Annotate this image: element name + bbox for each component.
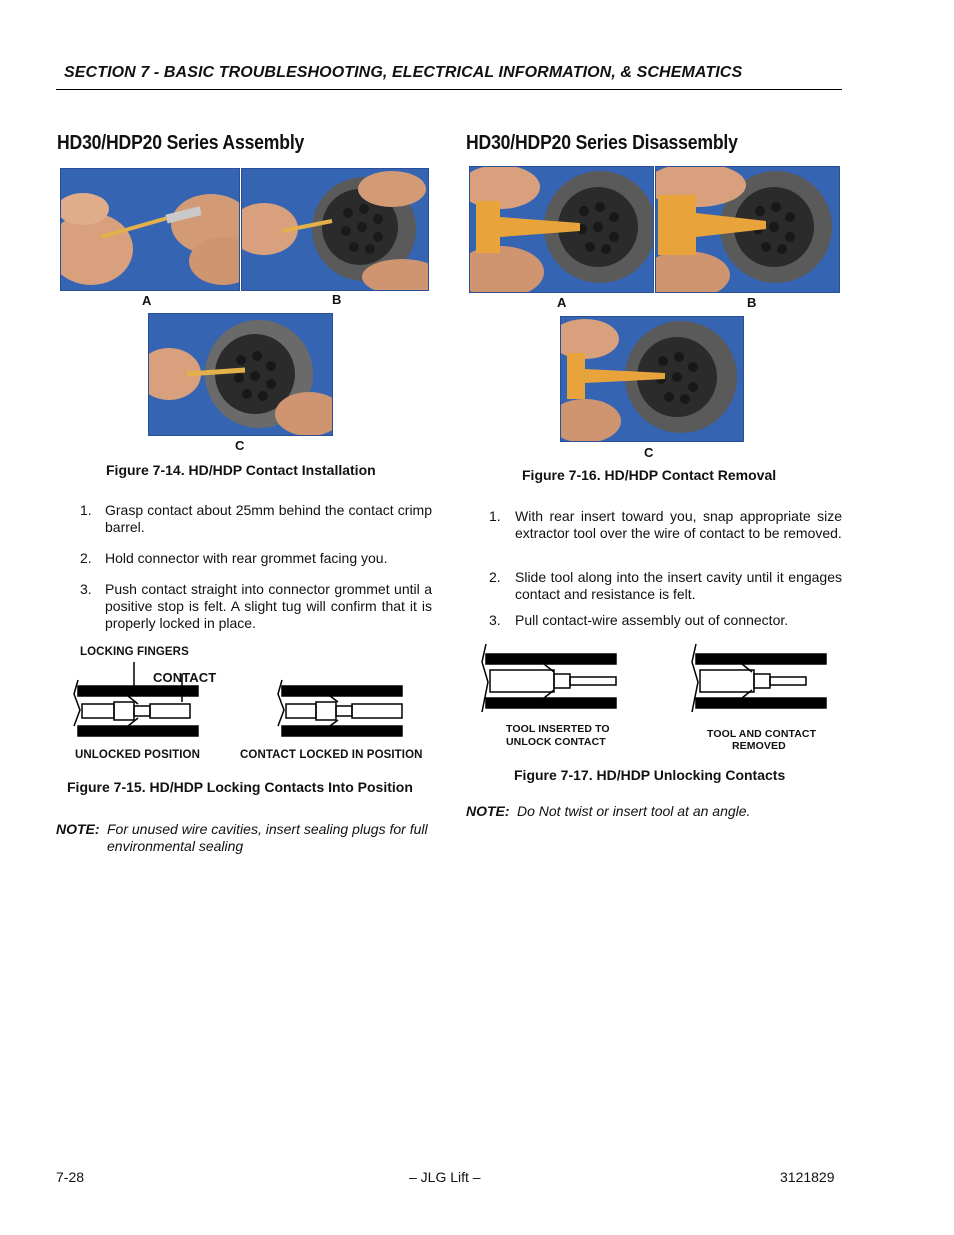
assembly-photo-b [241, 168, 429, 291]
disassembly-label-a: A [557, 295, 567, 310]
assembly-photo-c [148, 313, 333, 436]
section-title: SECTION 7 - BASIC TROUBLESHOOTING, ELECTRICAL INFORMATION, & SCHEMATICS [64, 64, 743, 81]
tool-removed-label-2: REMOVED [732, 740, 786, 752]
assembly-photo-a [60, 168, 240, 291]
disassembly-photo-b [655, 166, 840, 293]
note-text: For unused wire cavities, insert sealing plugs for full environmental sealing [107, 821, 428, 854]
step-text: With rear insert toward you, snap appropriate size extractor tool over the wire of contact to be removed. [515, 508, 842, 541]
disassembly-step-1 [489, 508, 842, 560]
disassembly-label-c: C [644, 445, 654, 460]
step-number: 2. [489, 569, 501, 585]
disassembly-step-3 [489, 612, 842, 630]
assembly-step-2 [80, 550, 432, 568]
unlocking-diagram [480, 642, 830, 722]
step-text: Push contact straight into connector grommet until a positive stop is felt. A slight tug will confirm that it is properly locked in place. [105, 581, 432, 631]
locking-fingers-label: LOCKING FINGERS [80, 646, 189, 658]
note-text: Do Not twist or insert tool at an angle. [517, 803, 751, 819]
step-text: Hold connector with rear grommet facing you. [105, 550, 388, 566]
step-number: 1. [80, 502, 92, 518]
disassembly-label-b: B [747, 295, 757, 310]
locked-position-label: CONTACT LOCKED IN POSITION [240, 749, 423, 761]
assembly-label-b: B [332, 292, 342, 307]
header-rule [56, 89, 842, 90]
disassembly-photo-a [469, 166, 654, 293]
note-label: NOTE: [56, 821, 100, 837]
figure-7-15-caption: Figure 7-15. HD/HDP Locking Contacts Into Position [67, 779, 413, 795]
disassembly-heading: HD30/HDP20 Series Disassembly [466, 132, 738, 154]
tool-removed-label-1: TOOL AND CONTACT [707, 728, 817, 740]
disassembly-photo-c [560, 316, 744, 442]
footer-doc-number: 3121829 [780, 1169, 835, 1185]
assembly-step-3 [80, 581, 432, 633]
assembly-label-a: A [142, 293, 152, 308]
footer-center: – JLG Lift – [409, 1169, 481, 1185]
step-text: Slide tool along into the insert cavity until it engages contact and resistance is felt. [515, 569, 842, 602]
assembly-heading: HD30/HDP20 Series Assembly [57, 132, 305, 154]
step-number: 2. [80, 550, 92, 566]
figure-7-16-caption: Figure 7-16. HD/HDP Contact Removal [522, 467, 777, 483]
assembly-step-1 [80, 502, 432, 538]
figure-7-14-caption: Figure 7-14. HD/HDP Contact Installation [106, 462, 376, 478]
assembly-note [56, 821, 436, 854]
disassembly-note [466, 803, 842, 820]
footer-page-number: 7-28 [56, 1169, 85, 1185]
locking-diagram [72, 660, 432, 746]
step-number: 3. [80, 581, 92, 597]
assembly-label-c: C [235, 438, 245, 453]
step-number: 3. [489, 612, 501, 628]
tool-inserted-label-1: TOOL INSERTED TO [506, 723, 610, 735]
contact-label: CONTACT [153, 670, 217, 685]
note-label: NOTE: [466, 803, 510, 819]
disassembly-step-2 [489, 569, 842, 605]
unlocked-position-label: UNLOCKED POSITION [75, 749, 201, 761]
figure-7-17-caption: Figure 7-17. HD/HDP Unlocking Contacts [514, 767, 786, 783]
step-text: Pull contact-wire assembly out of connector. [515, 612, 789, 628]
step-number: 1. [489, 508, 501, 524]
step-text: Grasp contact about 25mm behind the contact crimp barrel. [105, 502, 432, 535]
tool-inserted-label-2: UNLOCK CONTACT [506, 736, 606, 748]
